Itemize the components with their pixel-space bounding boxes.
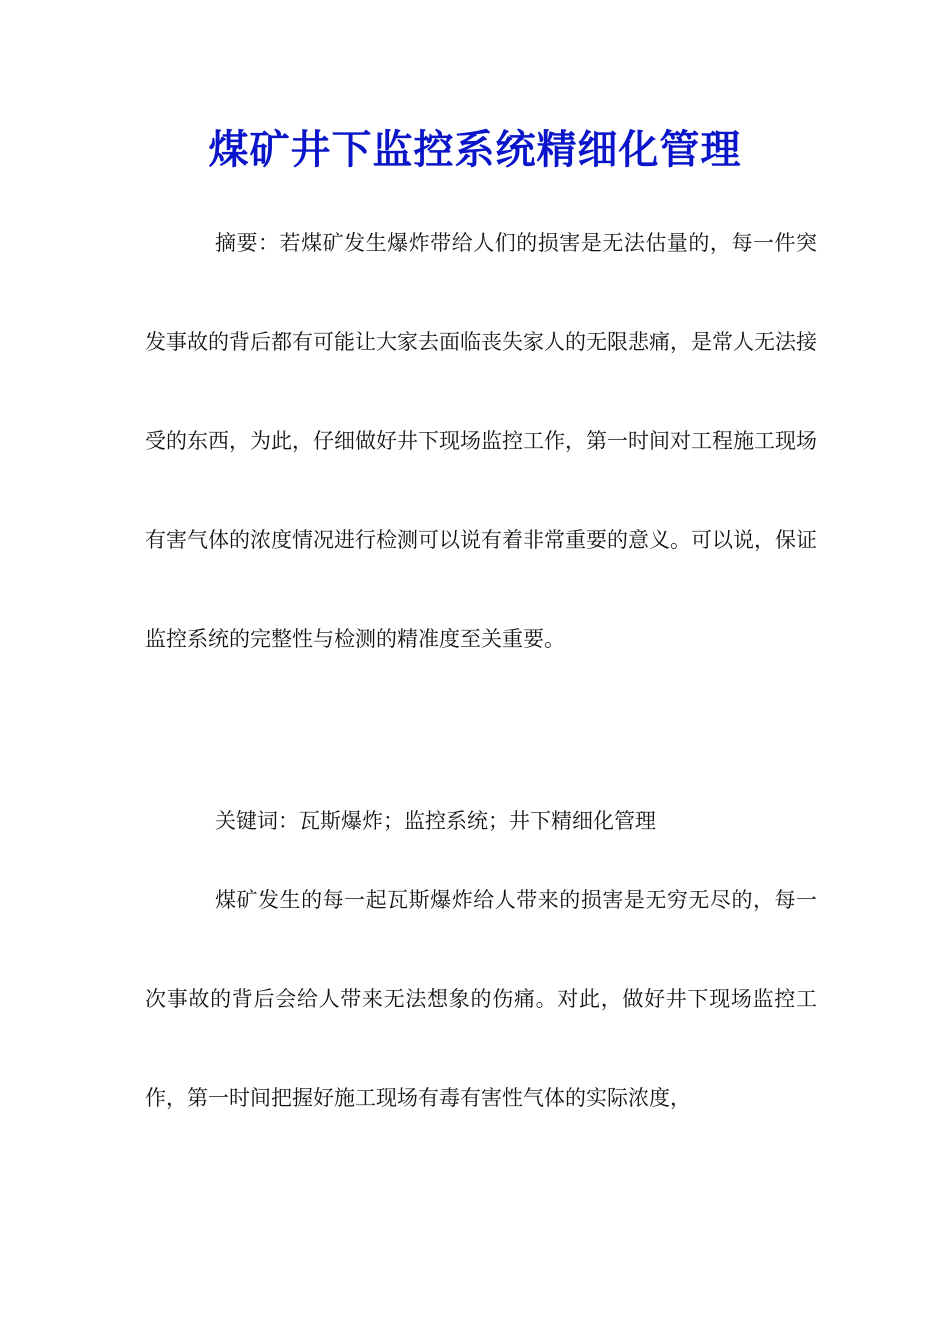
page-title: 煤矿井下监控系统精细化管理 (208, 126, 742, 173)
keywords-paragraph: 关键词：瓦斯爆炸；监控系统；井下精细化管理 (215, 809, 656, 833)
body-paragraph: 煤矿发生的每一起瓦斯爆炸给人带来的损害是无穷无尽的，每一次事故的背后会给人带来无法想象的伤痛。对此，做好井下现场监控工作，第一时间把握好施工现场有毒有害性气体的实际浓度， (145, 888, 817, 1110)
abstract-paragraph: 摘要：若煤矿发生爆炸带给人们的损害是无法估量的，每一件突发事故的背后都有可能让大家去面临丧失家人的无限悲痛，是常人无法接受的东西，为此，仔细做好井下现场监控工作，第一时间对工程施工现场有害气体的浓度情况进行检测可以说有着非常重要的意义。可以说，保证监控系统的完整性与检测的精准度至关重要。 (145, 231, 817, 651)
